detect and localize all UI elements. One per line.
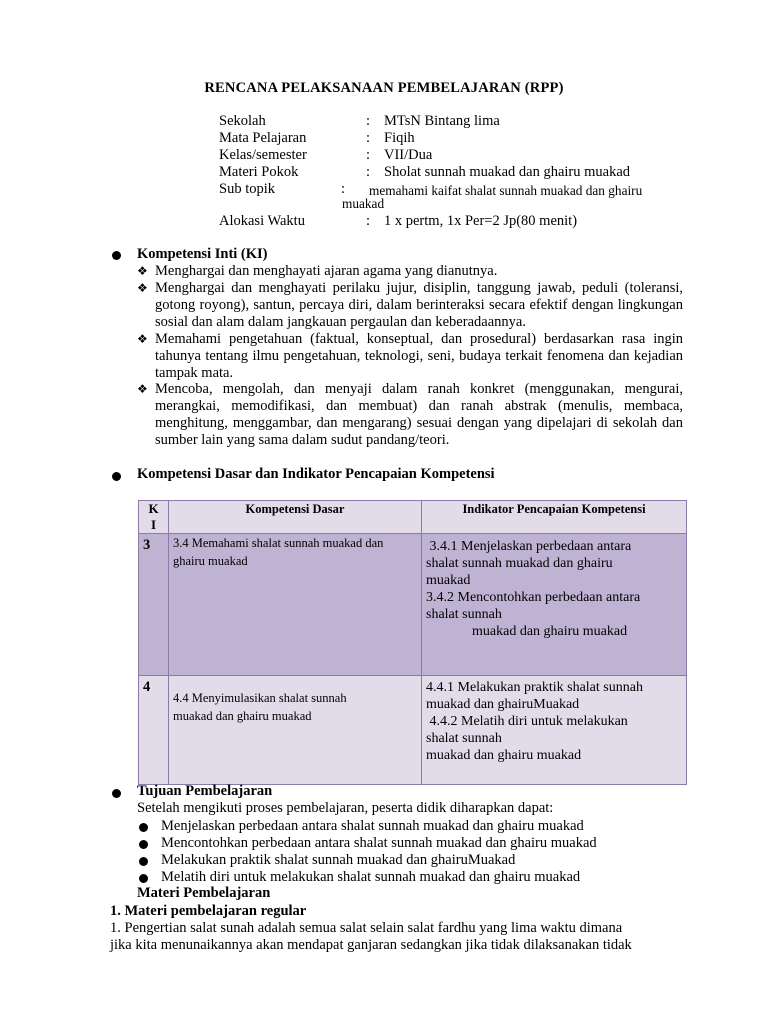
- ipk-line: 3.4.1 Menjelaskan perbedaan antara: [426, 539, 632, 554]
- bullet-icon: [112, 789, 121, 798]
- bullet-icon: [112, 251, 121, 260]
- ki-heading: Kompetensi Inti (KI): [137, 246, 268, 262]
- tujuan-heading: Tujuan Pembelajaran: [137, 783, 273, 799]
- bullet-icon: [139, 874, 148, 883]
- identity-value: memahami kaifat shalat sunnah muakad dan ghairu: [369, 183, 643, 198]
- table-row: [139, 676, 687, 785]
- cell-kd: 4.4 Menyimulasikan shalat sunnah muakad dan ghairu muakad: [169, 676, 422, 785]
- bullet-icon: [139, 840, 148, 849]
- kd-table: [138, 500, 687, 785]
- bullet-icon: [139, 823, 148, 832]
- tujuan-item: [137, 818, 584, 835]
- header-ki: [139, 501, 169, 534]
- identity-colon: :: [366, 113, 371, 129]
- diamond-bullet-icon: ❖: [137, 264, 148, 278]
- cell-ki: 4: [139, 676, 169, 785]
- tujuan-item: [137, 869, 580, 886]
- identity-key: Kelas/semester: [219, 147, 307, 163]
- tujuan-item: [137, 835, 597, 852]
- identity-value: MTsN Bintang lima: [384, 113, 500, 129]
- identity-value-continued: muakad: [342, 196, 385, 211]
- cell-ipk: [422, 676, 687, 785]
- document-title: RENCANA PELAKSANAAN PEMBELAJARAN (RPP): [204, 80, 564, 96]
- ipk-line: muakad: [426, 573, 471, 588]
- identity-colon: :: [366, 130, 371, 146]
- identity-key: Alokasi Waktu: [219, 213, 305, 229]
- identity-colon: :: [366, 147, 371, 163]
- tujuan-item: [137, 852, 515, 869]
- ki-item-text: Menghargai dan menghayati perilaku jujur, disiplin, tanggung jawab, peduli (toleransi, gotong royong), santun, percaya diri, dalam berinteraksi secara efektif dengan lingkungan sosial dan alam dalam jangkauan pergaulan dan keberadaannya.: [155, 280, 683, 330]
- ki-item: [137, 381, 683, 449]
- header-indikator: Indikator Pencapaian Kompetensi: [422, 501, 687, 534]
- cell-ki: 3: [139, 534, 169, 676]
- ki-item-text: Menghargai dan menghayati ajaran agama yang dianutnya.: [155, 263, 498, 279]
- identity-key: Materi Pokok: [219, 164, 299, 180]
- table-row: [139, 534, 687, 676]
- identity-colon: :: [366, 164, 371, 180]
- cell-kd: 3.4 Memahami shalat sunnah muakad dan ghairu muakad: [169, 534, 422, 676]
- ipk-line: 4.4.1 Melakukan praktik shalat sunnah: [426, 680, 643, 695]
- diamond-bullet-icon: ❖: [137, 332, 148, 346]
- materi-subheading: 1. Materi pembelajaran regular: [110, 903, 307, 919]
- kd-heading: Kompetensi Dasar dan Indikator Pencapaian Kompetensi: [137, 466, 495, 482]
- table-header-row: [139, 501, 687, 534]
- ipk-line: shalat sunnah muakad dan ghairu: [426, 556, 613, 571]
- identity-key: Mata Pelajaran: [219, 130, 307, 146]
- tujuan-intro: Setelah mengikuti proses pembelajaran, peserta didik diharapkan dapat:: [137, 800, 554, 816]
- cell-ipk: [422, 534, 687, 676]
- identity-colon: :: [341, 181, 346, 197]
- header-kompetensi-dasar: Kompetensi Dasar: [169, 501, 422, 534]
- bullet-icon: [112, 472, 121, 481]
- ipk-line: muakad dan ghairu muakad: [426, 748, 582, 763]
- ki-item-text: Mencoba, mengolah, dan menyaji dalam ranah konkret (menggunakan, mengurai, merangkai, memodifikasi, dan membuat) dan ranah abstrak (menulis, membaca, menghitung, menggambar, dan mengarang) sesuai dengan yang dipelajari di sekolah dan sumber lain yang sama dalam sudut pandang/teori.: [155, 381, 683, 448]
- materi-heading: Materi Pembelajaran: [137, 885, 271, 901]
- tujuan-item-text: Melatih diri untuk melakukan shalat sunnah muakad dan ghairu muakad: [161, 869, 581, 885]
- tujuan-item-text: Melakukan praktik shalat sunnah muakad dan ghairuMuakad: [161, 852, 516, 868]
- diamond-bullet-icon: ❖: [137, 281, 148, 295]
- ipk-line: shalat sunnah: [426, 731, 502, 746]
- ki-item: [137, 331, 683, 382]
- ipk-line: muakad dan ghairuMuakad: [426, 697, 580, 712]
- identity-key: Sekolah: [219, 113, 266, 129]
- ipk-line: 4.4.2 Melatih diri untuk melakukan: [426, 714, 628, 729]
- identity-key: Sub topik: [219, 181, 275, 197]
- ki-item: [137, 280, 683, 331]
- header-ki-line: K: [148, 501, 159, 516]
- identity-colon: :: [366, 213, 371, 229]
- identity-value: Fiqih: [384, 130, 415, 146]
- ipk-line: 3.4.2 Mencontohkan perbedaan antara: [426, 590, 641, 605]
- tujuan-item-text: Menjelaskan perbedaan antara shalat sunnah muakad dan ghairu muakad: [161, 818, 584, 834]
- identity-value: 1 x pertm, 1x Per=2 Jp(80 menit): [384, 213, 578, 229]
- materi-line: 1. Pengertian salat sunah adalah semua salat selain salat fardhu yang lima waktu dimana: [110, 920, 623, 936]
- header-ki-line: I: [150, 517, 157, 532]
- identity-value: VII/Dua: [384, 147, 433, 163]
- identity-value: Sholat sunnah muakad dan ghairu muakad: [384, 164, 631, 180]
- ki-item-text: Memahami pengetahuan (faktual, konseptual, dan prosedural) berdasarkan rasa ingin tahunya tentang ilmu pengetahuan, teknologi, seni, budaya terkait fenomena dan kejadian tampak mata.: [155, 331, 683, 381]
- diamond-bullet-icon: ❖: [137, 382, 148, 396]
- ki-item: [137, 263, 683, 280]
- tujuan-item-text: Mencontohkan perbedaan antara shalat sunnah muakad dan ghairu muakad: [161, 835, 597, 851]
- materi-line: jika kita menunaikannya akan mendapat ganjaran sedangkan jika tidak dilaksanakan tidak: [110, 937, 632, 953]
- ipk-line: shalat sunnah: [426, 607, 502, 622]
- ipk-line: muakad dan ghairu muakad: [472, 624, 628, 639]
- bullet-icon: [139, 857, 148, 866]
